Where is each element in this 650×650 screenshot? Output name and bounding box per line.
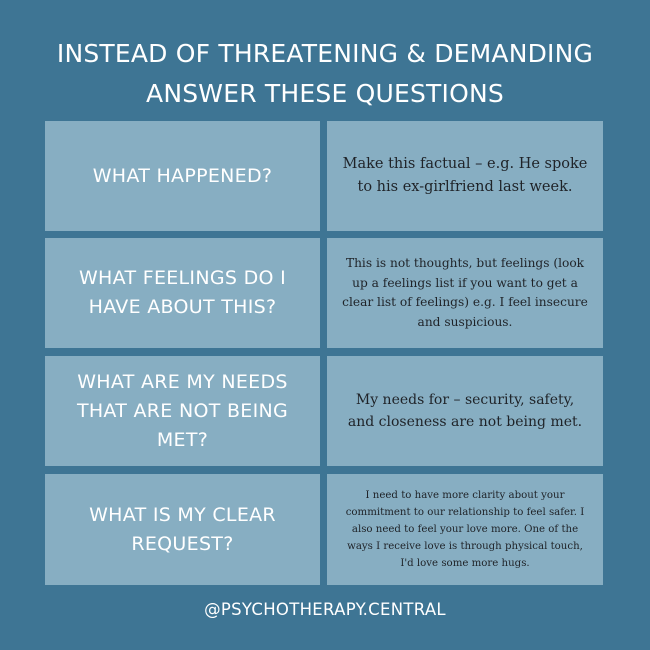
question-cell-request: [45, 474, 320, 585]
answer-text: I need to have more clarity about your commitment to our relationship to feel safer. I also need to feel your love more. One of the ways I receive love is through physical touch, I'd love some more hugs.: [345, 490, 585, 569]
question-text: WHAT IS MY CLEAR REQUEST?: [89, 503, 276, 555]
question-cell-feelings: [45, 238, 320, 348]
answer-text: Make this factual – e.g. He spoke to his ex-girlfriend last week.: [342, 156, 588, 195]
answer-cell-request: [327, 474, 603, 585]
question-text: WHAT HAPPENED?: [92, 164, 273, 187]
answer-text: This is not thoughts, but feelings (look up a feelings list if you want to get a clear list of feelings) e.g. I feel insecure and suspicious.: [342, 256, 588, 329]
title-line-2: ANSWER THESE QUESTIONS: [146, 79, 504, 108]
page-title: [0, 34, 650, 114]
footer-handle: @PSYCHOTHERAPY.CENTRAL: [204, 600, 446, 619]
question-cell-needs: [45, 356, 320, 466]
answer-cell-needs: [327, 356, 603, 466]
question-text: WHAT FEELINGS DO I HAVE ABOUT THIS?: [78, 267, 287, 318]
title-line-1: INSTEAD OF THREATENING & DEMANDING: [56, 39, 594, 68]
answer-cell-what-happened: [327, 121, 603, 231]
answer-cell-feelings: [327, 238, 603, 348]
question-text: WHAT ARE MY NEEDS THAT ARE NOT BEING MET?: [76, 370, 289, 451]
question-cell-what-happened: [45, 121, 320, 231]
answer-text: My needs for – security, safety, and closeness are not being met.: [347, 391, 583, 430]
